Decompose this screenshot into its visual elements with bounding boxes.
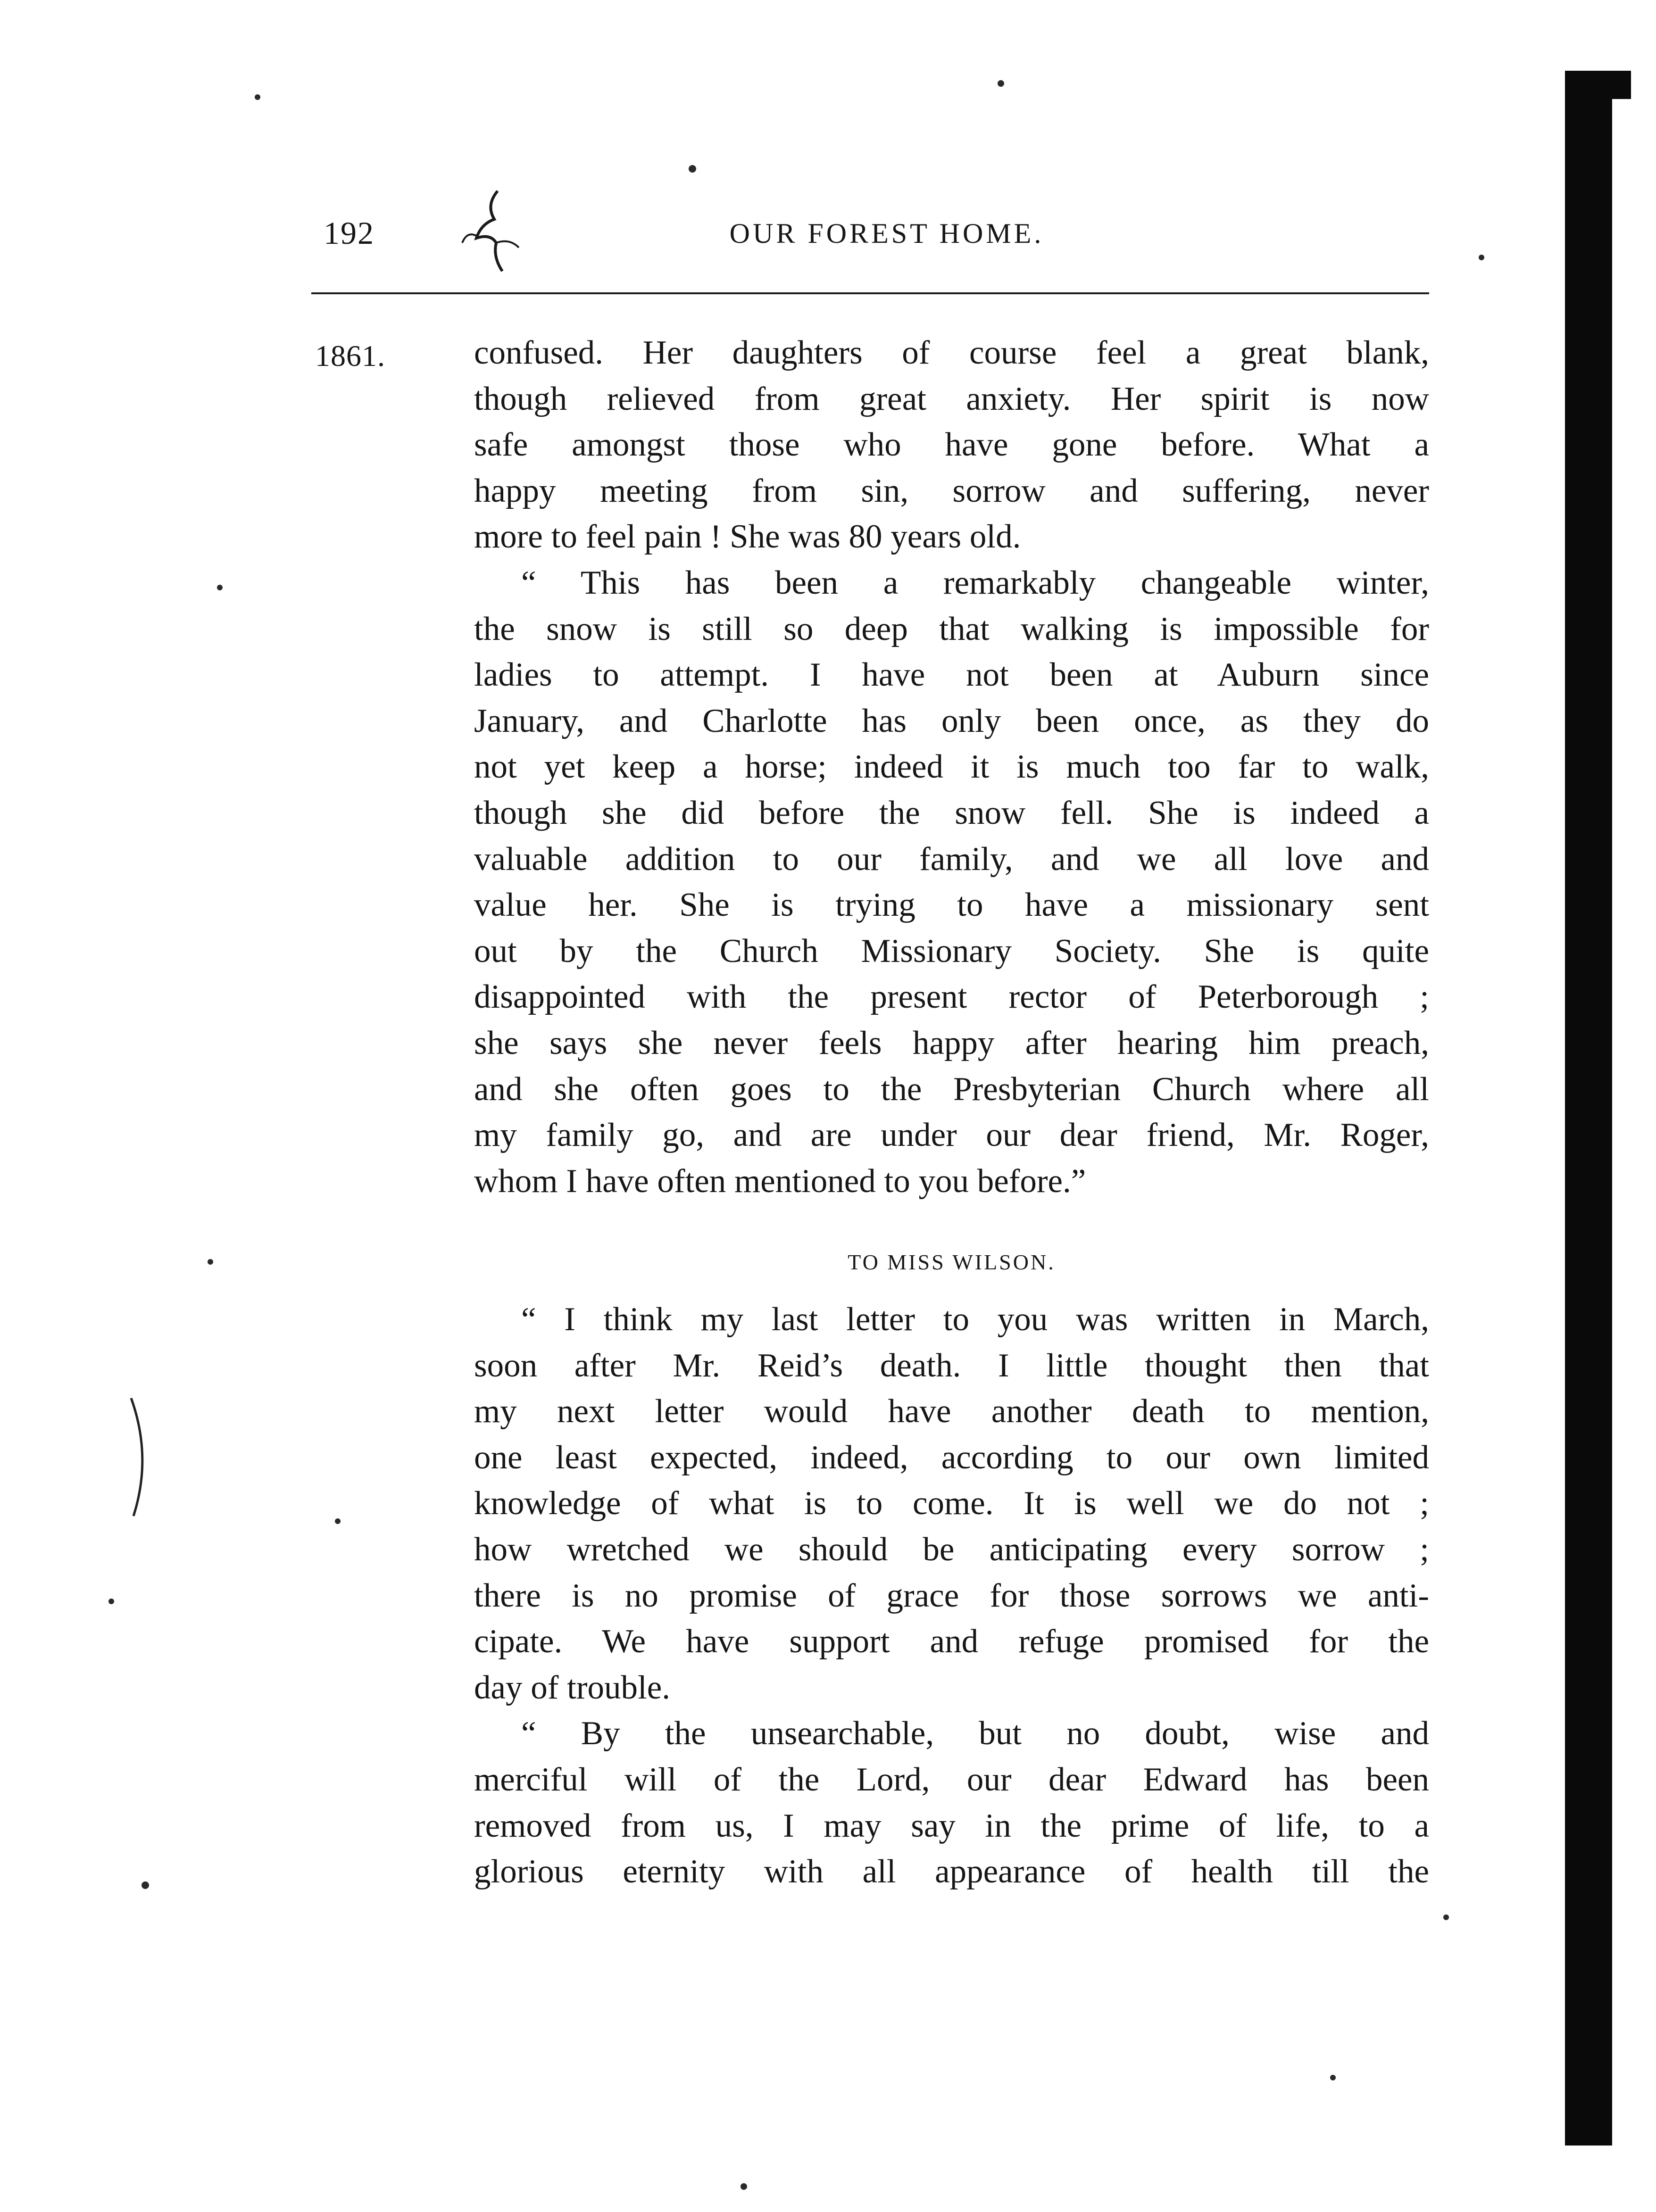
text-line: there is no promise of grace for those sorrows we anti- <box>474 1577 1429 1614</box>
scan-speck <box>208 1259 213 1265</box>
scan-speck <box>689 165 696 173</box>
scan-speck <box>1443 1914 1449 1920</box>
text-line: though relieved from great anxiety. Her spirit is now <box>474 380 1429 417</box>
text-line: and she often goes to the Presbyterian Church where all <box>474 1070 1429 1108</box>
margin-stroke-mark <box>126 1396 155 1518</box>
scan-speck <box>141 1881 149 1889</box>
text-line: my family go, and are under our dear friend, Mr. Roger, <box>474 1117 1429 1154</box>
scan-speck <box>108 1599 114 1604</box>
text-line: one least expected, indeed, according to our own limited <box>474 1439 1429 1476</box>
running-header <box>311 215 1429 262</box>
text-section-2 <box>474 1297 1429 1895</box>
scan-speck <box>335 1518 341 1524</box>
text-line: not yet keep a horse; indeed it is much too far to walk, <box>474 748 1429 786</box>
text-line: value her. She is trying to have a missionary sent <box>474 886 1429 924</box>
text-section-1 <box>474 330 1429 1204</box>
text-line: valuable addition to our family, and we all love and <box>474 840 1429 878</box>
text-line: merciful will of the Lord, our dear Edward has been <box>474 1761 1429 1798</box>
scan-speck <box>1330 2075 1336 2080</box>
text-line: safe amongst those who have gone before. What a <box>474 426 1429 464</box>
scan-speck <box>998 80 1004 87</box>
running-title: OUR FOREST HOME. <box>729 218 1044 249</box>
scan-edge-shadow <box>1565 71 1612 2146</box>
ink-blot-ornament <box>458 186 533 276</box>
text-line: whom I have often mentioned to you before.” <box>474 1162 1086 1200</box>
text-line: January, and Charlotte has only been once, as they do <box>474 702 1429 739</box>
text-line: out by the Church Missionary Society. She is quite <box>474 932 1429 969</box>
header-rule <box>311 292 1429 294</box>
text-line: how wretched we should be anticipating every sorrow ; <box>474 1531 1429 1568</box>
text-line: the snow is still so deep that walking is impossible for <box>474 610 1429 647</box>
page-number: 192 <box>324 215 374 251</box>
scan-speck <box>1479 255 1484 260</box>
text-line: cipate. We have support and refuge promised for the <box>474 1623 1429 1660</box>
scan-speck <box>741 2183 747 2190</box>
text-line: though she did before the snow fell. She is indeed a <box>474 794 1429 831</box>
text-line: glorious eternity with all appearance of health till the <box>474 1853 1429 1890</box>
text-line: ladies to attempt. I have not been at Auburn since <box>474 656 1429 694</box>
scan-edge-cap <box>1565 71 1631 99</box>
text-line: soon after Mr. Reid’s death. I little thought then that <box>474 1347 1429 1384</box>
text-line: “ This has been a remarkably changeable winter, <box>521 564 1429 601</box>
scan-speck <box>255 94 260 100</box>
text-line: happy meeting from sin, sorrow and suffering, never <box>474 472 1429 509</box>
text-line: more to feel pain ! She was 80 years old. <box>474 518 1021 555</box>
text-line: “ I think my last letter to you was written in March, <box>521 1301 1429 1338</box>
text-line: my next letter would have another death to mention, <box>474 1393 1429 1430</box>
text-line: disappointed with the present rector of Peterborough ; <box>474 978 1429 1016</box>
text-line: removed from us, I may say in the prime of life, to a <box>474 1807 1429 1844</box>
text-line: she says she never feels happy after hearing him preach, <box>474 1024 1429 1061</box>
section-heading: TO MISS WILSON. <box>848 1250 1056 1274</box>
scan-speck <box>217 585 223 590</box>
text-line: confused. Her daughters of course feel a great blank, <box>474 334 1429 371</box>
text-line: day of trouble. <box>474 1669 671 1706</box>
text-line: knowledge of what is to come. It is well we do not ; <box>474 1485 1429 1522</box>
margin-year: 1861. <box>315 339 385 373</box>
text-line: “ By the unsearchable, but no doubt, wise and <box>521 1715 1429 1752</box>
